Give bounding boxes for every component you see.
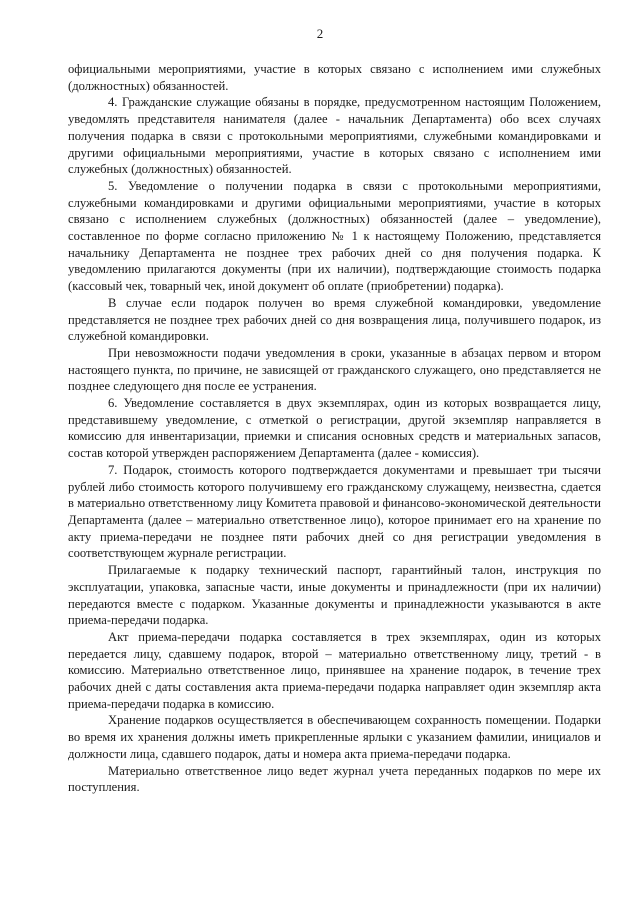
- page-number: 2: [316, 26, 324, 41]
- paragraph-continuation: официальными мероприятиями, участие в которых связано с исполнением ими служебных (должностных) обязанностей.: [68, 62, 601, 93]
- paragraph-item-5: 5. Уведомление о получении подарка в связи с протокольными мероприятиями, служебными командировками и другими официальными мероприятиями, участие в которых связано с исполнением служебных (должностных) обязанностей (далее – уведомление), составленное по форме согласно приложению № 1 к настоящему Положению, представляется начальнику Департамента не позднее трех рабочих дней со дня получения подарка. К уведомлению прилагаются документы (при их наличии), подтверждающие стоимость подарка (кассовый чек, товарный чек, иной документ об оплате (приобретении) подарка).: [68, 178, 601, 294]
- paragraph-business-trip: В случае если подарок получен во время служебной командировки, уведомление представляется не позднее трех рабочих дней со дня возвращения лица, получившего подарок, из служебной командировки.: [68, 295, 601, 344]
- paragraph-item-7: 7. Подарок, стоимость которого подтверждается документами и превышает три тысячи рублей либо стоимость которого получившему его гражданскому служащему, неизвестна, сдается в материально ответственному лицу Комитета правовой и финансово-экономической деятельности Департамента (далее – материально ответственное лицо), которое принимает его на хранение по акту приема-передачи не позднее пяти рабочих дней со дня регистрации уведомления в соответствующем журнале регистрации.: [68, 462, 601, 561]
- document-body: [68, 61, 601, 796]
- paragraph-storage: Хранение подарков осуществляется в обеспечивающем сохранность помещении. Подарки во время их хранения должны иметь прикрепленные ярлыки с указанием фамилии, инициалов и должности лица, сдавшего подарок, даты и номера акта приема-передачи подарка.: [68, 713, 601, 761]
- paragraph-impossibility: При невозможности подачи уведомления в сроки, указанные в абзацах первом и втором настоящего пункта, по причине, не зависящей от гражданского служащего, оно представляется не позднее следующего дня после ее устранения.: [68, 345, 601, 394]
- paragraph-item-4: 4. Гражданские служащие обязаны в порядке, предусмотренном настоящим Положением, уведомлять представителя нанимателя (далее - начальник Департамента) обо всех случаях получения подарка в связи с протокольными мероприятиями, служебными командировками и другими официальными мероприятиями, участие в которых связано с исполнением ими служебных (должностных) обязанностей.: [68, 95, 601, 177]
- paragraph-transfer-act: Акт приема-передачи подарка составляется в трех экземплярах, один из которых передается лицу, сдавшему подарок, второй – материально ответственному лицу, третий - в комиссию. Материально ответственное лицо, принявшее на хранение подарок, в течение трех рабочих дней с даты составления акта приема-передачи подарка направляет один экземпляр акта приема-передачи подарка в комиссию.: [68, 629, 601, 711]
- paragraph-item-6: 6. Уведомление составляется в двух экземплярах, один из которых возвращается лицу, представившему уведомление, с отметкой о регистрации, другой экземпляр направляется в комиссию для инвентаризации, приемки и списания основных средств и материальных запасов, состав которой утвержден распоряжением Департамента (далее - комиссия).: [68, 396, 601, 461]
- paragraph-attached-documents: Прилагаемые к подарку технический паспорт, гарантийный талон, инструкция по эксплуатации, упаковка, запасные части, иные документы и принадлежности (при их наличии) передаются вместе с подарком. Указанные документы и принадлежности указываются в акте приема-передачи подарка.: [68, 563, 601, 628]
- paragraph-journal: Материально ответственное лицо ведет журнал учета переданных подарков по мере их поступления.: [68, 763, 601, 795]
